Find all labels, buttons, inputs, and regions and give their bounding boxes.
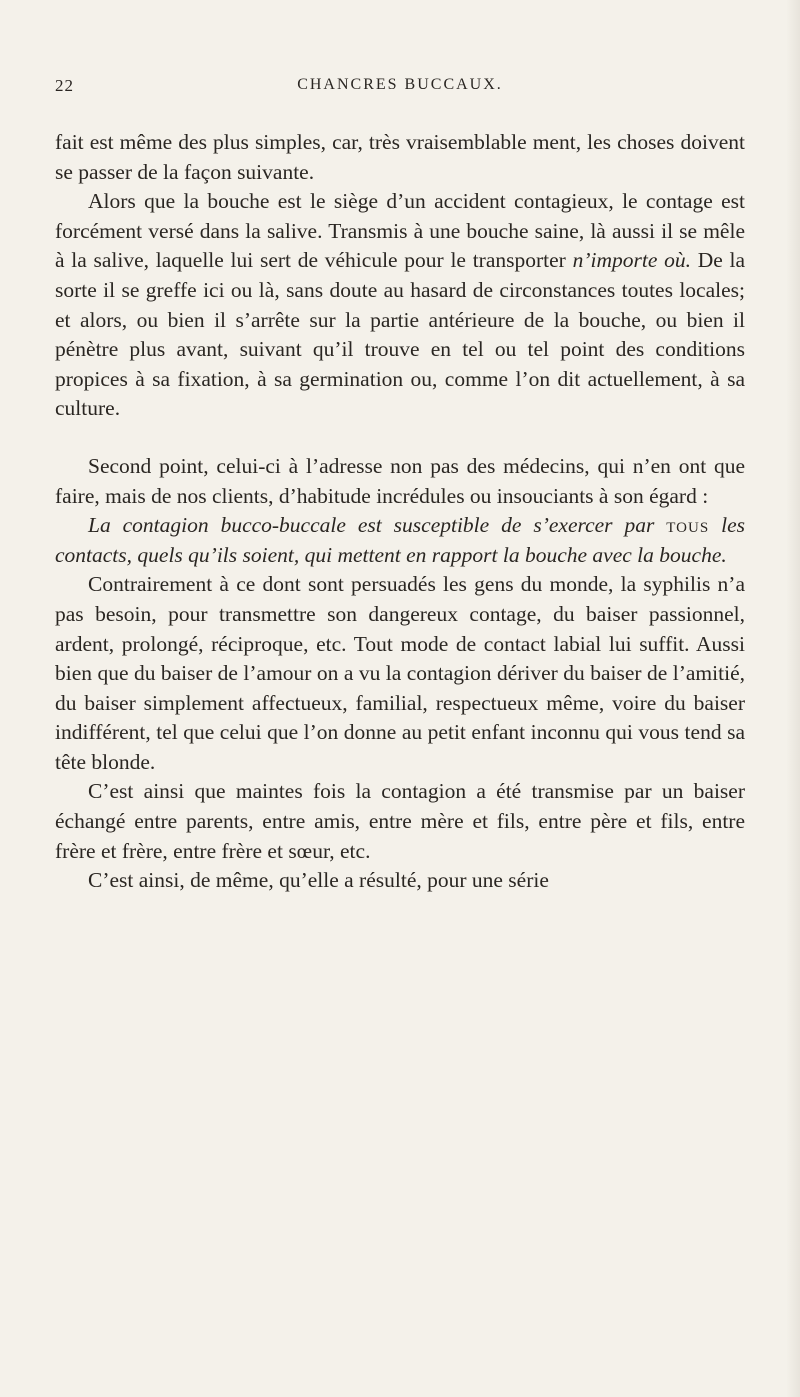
italic-statement — [55, 511, 745, 570]
paragraph-text: Alors que la bouche est le siège d’un accident contagieux, le contage est forcément versé dans la salive. Transmis à une bouche saine, là aussi il se mêle à la salive, laquelle lui sert de véhicule pour le transporter — [55, 189, 745, 273]
paragraph-continuation — [55, 128, 745, 187]
paragraph — [55, 866, 745, 896]
italic-phrase: La contagion bucco-buccale est susceptible de s’exercer par — [88, 513, 667, 538]
paragraph — [55, 777, 745, 866]
paragraph — [55, 187, 745, 424]
running-head — [0, 76, 800, 100]
paragraph-text: fait est même des plus simples, car, très vraisemblable ment, les choses doivent se passer de la façon suivante. — [55, 130, 745, 184]
italic-phrase: les contacts, quels qu’ils soient, qui mettent en rapport la bouche avec la bouche. — [55, 513, 746, 567]
paragraph — [55, 452, 745, 511]
italic-phrase: n’importe où. — [572, 248, 691, 273]
paragraph — [55, 570, 745, 777]
paragraph-text: Contrairement à ce dont sont persuadés les gens du monde, la syphilis n’a pas besoin, pour transmettre son dangereux contage, du baiser passionnel, ardent, prolongé, réciproque, etc. Tout mode de contact labial lui suffit. Aussi bien que du baiser de l’amour on a vu la contagion dériver du baiser de l’amitié, du baiser simplement affectueux, familial, respectueux même, voire du baiser indifférent, tel que celui que l’on donne au petit enfant inconnu qui vous tend sa tête blonde. — [55, 572, 745, 774]
page-number: 22 — [55, 76, 74, 95]
paragraph-text: Second point, celui-ci à l’adresse non pas des médecins, qui n’en ont que faire, mais de nos clients, d’habitude incrédules ou insouciants à son égard : — [55, 453, 745, 508]
paragraph-text: C’est ainsi, de même, qu’elle a résulté, pour une série — [88, 868, 549, 893]
body-text — [55, 128, 745, 896]
small-caps-word: tous — [666, 513, 710, 538]
paragraph-text: De la sorte il se greffe ici ou là, sans doute au hasard de circonstances toutes locales; et alors, ou bien il s’arrête sur la partie antérieure de la bouche, ou bien il pénètre plus avant, suivant qu’il trouve en tel ou tel point des conditions propices à sa fixation, à sa germination ou, comme l’on dit actuellement, à sa culture. — [55, 248, 746, 421]
running-title: CHANCRES BUCCAUX. — [297, 76, 503, 93]
paragraph-text: C’est ainsi que maintes fois la contagion a été transmise par un baiser échangé entre parents, entre amis, entre mère et fils, entre père et fils, entre frère et frère, entre frère et sœur, etc. — [55, 779, 745, 863]
